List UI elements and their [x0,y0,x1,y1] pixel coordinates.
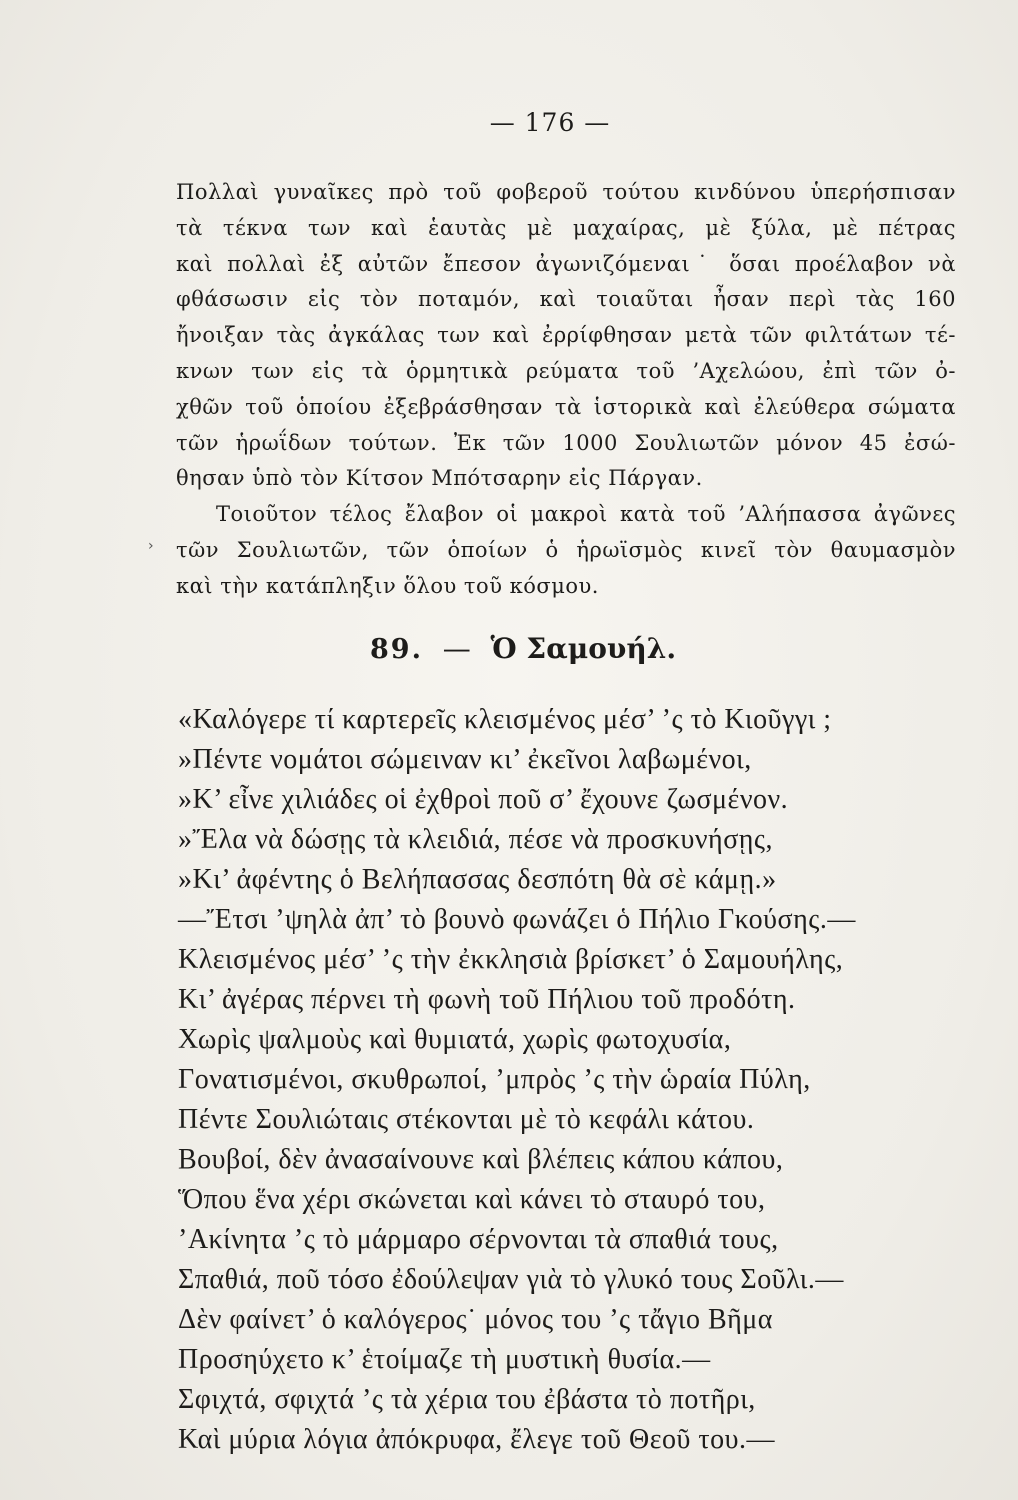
margin-mark: › [148,538,154,554]
section-number: 89. [370,634,423,665]
prose-line: καὶ τὴν κατάπληξιν ὅλου τοῦ κόσμου. [176,573,599,598]
prose-line: ἤνοιξαν τὰς ἀγκάλας των καὶ ἐρρίφθησαν μετὰ τῶν φιλτάτων τέ- [176,323,956,348]
prose-block [176,175,956,605]
poem-line: ’Ακίνητα ’ς τὸ μάρμαρο σέρνονται τὰ σπαθιά τους, [178,1224,779,1255]
prose-line: Πολλαὶ γυναῖκες πρὸ τοῦ φοβεροῦ τούτου κινδύνου ὑπερήσπισαν [176,180,956,204]
poem-line: »Πέντε νομάτοι σώμειναν κι’ ἐκεῖνοι λαβωμένοι, [178,744,752,775]
prose-line: φθάσωσιν εἰς τὸν ποταμόν, καὶ τοιαῦται ἦσαν περὶ τὰς 160 [176,287,956,312]
section-title: Ὁ Σαμουήλ. [490,632,677,665]
poem-line: »Ἔλα νὰ δώσῃς τὰ κλειδιά, πέσε νὰ προσκυνήσῃς, [178,824,774,855]
prose-line: Τοιοῦτον τέλος ἔλαβον οἱ μακροὶ κατὰ τοῦ ’Αλήπασσα ἀγῶνες [216,502,956,527]
prose-line: κνων των εἰς τὰ ὁρμητικὰ ρεύματα τοῦ ’Αχελώου, ἐπὶ τῶν ὀ- [176,358,956,383]
prose-line: τὰ τέκνα των καὶ ἑαυτὰς μὲ μαχαίρας, μὲ ξύλα, μὲ πέτρας [176,215,956,240]
section-heading [370,632,676,665]
poem-line: Κι’ ἀγέρας πέρνει τὴ φωνὴ τοῦ Πήλιου τοῦ προδότη. [178,984,796,1015]
prose-line: τῶν Σουλιωτῶν, τῶν ὁποίων ὁ ἡρωϊσμὸς κινεῖ τὸν θαυμασμὸν [176,537,956,562]
poem-line: Πέντε Σουλιώταις στέκονται μὲ τὸ κεφάλι κάτου. [178,1104,755,1135]
poem-line: Σπαθιά, ποῦ τόσο ἐδούλεψαν γιὰ τὸ γλυκό τους Σοῦλι.— [178,1264,844,1295]
poem-line: Καὶ μύρια λόγια ἀπόκρυφα, ἔλεγε τοῦ Θεοῦ του.— [178,1424,775,1455]
poem-line: »Κι’ ἀφέντης ὁ Βελήπασσας δεσπότη θὰ σὲ κάμῃ.» [178,864,777,895]
poem-line: «Καλόγερε τί καρτερεῖς κλεισμένος μέσ’ ’ς τὸ Κιοῦγγι ; [178,704,832,735]
poem-line: »Κ’ εἶνε χιλιάδες οἱ ἐχθροὶ ποῦ σ’ ἔχουνε ζωσμένον. [178,784,789,815]
prose-line: χθῶν τοῦ ὁποίου ἐξεβράσθησαν τὰ ἱστορικὰ καὶ ἐλεύθερα σώματα [176,394,956,419]
poem-line: Δὲν φαίνετ’ ὁ καλόγερος˙ μόνος του ’ς τἄγιο Βῆμα [178,1304,773,1335]
prose-line: καὶ πολλαὶ ἐξ αὐτῶν ἔπεσον ἀγωνιζόμεναι˙ ὅσαι προέλαβον νὰ [176,251,956,276]
prose-line: θησαν ὑπὸ τὸν Κίτσον Μπότσαρην εἰς Πάργαν. [176,466,703,491]
prose-line: τῶν ἡρωΐδων τούτων. Ἐκ τῶν 1000 Σουλιωτῶν μόνον 45 ἐσώ- [176,430,956,455]
poem-line: Ὅπου ἕνα χέρι σκώνεται καὶ κάνει τὸ σταυρό του, [178,1184,766,1215]
poem-line: Προσηύχετο κ’ ἑτοίμαζε τὴ μυστικὴ θυσία.— [178,1344,711,1375]
poem-block [178,700,938,1460]
poem-line: Σφιχτά, σφιχτά ’ς τὰ χέρια του ἐβάστα τὸ ποτῆρι, [178,1384,756,1415]
poem-line: Γονατισμένοι, σκυθρωποί, ’μπρὸς ’ς τὴν ὡραία Πύλη, [178,1064,811,1095]
section-dash: — [442,632,471,665]
poem-line: Χωρὶς ψαλμοὺς καὶ θυμιατά, χωρὶς φωτοχυσία, [178,1024,732,1055]
page-number: — 176 — [489,108,611,137]
poem-line: Βουβοί, δὲν ἀνασαίνουνε καὶ βλέπεις κάπου κάπου, [178,1144,784,1175]
poem-line: Κλεισμένος μέσ’ ’ς τὴν ἐκκλησιὰ βρίσκετ’ ὁ Σαμουήλης, [178,944,844,975]
poem-line: —Ἔτσι ’ψηλὰ ἀπ’ τὸ βουνὸ φωνάζει ὁ Πήλιο Γκούσης.— [178,904,856,935]
